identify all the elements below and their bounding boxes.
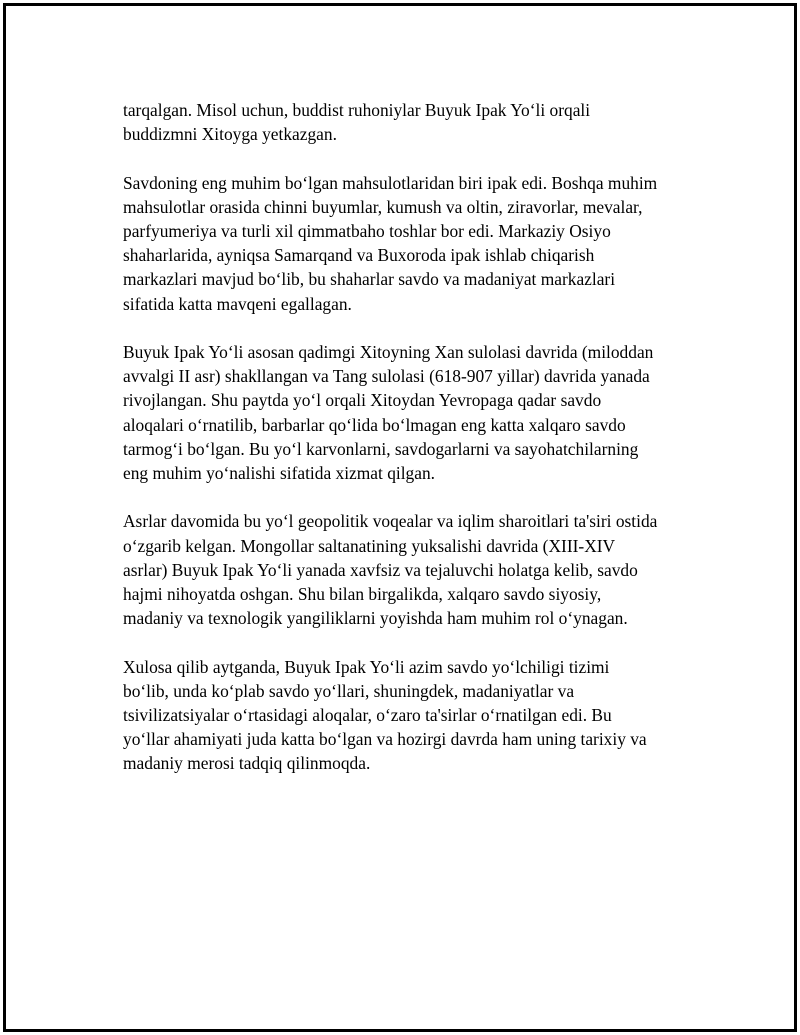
text-line: tsivilizatsiyalar o‘rtasidagi aloqalar, o‘zaro ta'sirlar o‘rnatilgan edi. Bu [123,705,612,726]
text-line: madaniy merosi tadqiq qilinmoqda. [123,753,371,774]
text-line: Savdoning eng muhim bo‘lgan mahsulotlaridan biri ipak edi. Boshqa muhim [123,172,658,193]
text-line: markazlari mavjud bo‘lib, bu shaharlar savdo va madaniyat markazlari [123,269,616,290]
text-line: yo‘llar ahamiyati juda katta bo‘lgan va hozirgi davrda ham uning tarixiy va [123,729,647,750]
text-line: hajmi nihoyatda oshgan. Shu bilan birgalikda, xalqaro savdo siyosiy, [123,584,602,605]
paragraph-1 [123,98,703,146]
text-line: aloqalari o‘rnatilib, barbarlar qo‘lida bo‘lmagan eng katta xalqaro savdo [123,414,626,435]
text-line: rivojlangan. Shu paytda yo‘l orqali Xitoydan Yevropaga qadar savdo [123,390,602,411]
text-line: mahsulotlar orasida chinni buyumlar, kumush va oltin, ziravorlar, mevalar, [123,196,643,217]
document-body [123,98,703,800]
text-line: buddizmni Xitoyga yetkazgan. [123,124,337,145]
text-line: eng muhim yo‘nalishi sifatida xizmat qilgan. [123,463,436,484]
text-line: bo‘lib, unda ko‘plab savdo yo‘llari, shuningdek, madaniyatlar va [123,680,575,701]
paragraph-2 [123,171,703,316]
text-line: asrlar) Buyuk Ipak Yo‘li yanada xavfsiz va tejaluvchi holatga kelib, savdo [123,559,638,580]
text-line: shaharlarida, ayniqsa Samarqand va Buxoroda ipak ishlab chiqarish [123,245,595,266]
text-line: Buyuk Ipak Yo‘li asosan qadimgi Xitoyning Xan sulolasi davrida (miloddan [123,342,654,362]
paragraph-3 [123,340,703,485]
text-line: Xulosa qilib aytganda, Buyuk Ipak Yo‘li azim savdo yo‘lchiligi tizimi [123,656,610,677]
text-line: sifatida katta mavqeni egallagan. [123,293,352,314]
text-line: parfyumeriya va turli xil qimmatbaho toshlar bor edi. Markaziy Osiyo [123,221,611,241]
text-line: tarqalgan. Misol uchun, buddist ruhoniylar Buyuk Ipak Yo‘li orqali [123,100,591,120]
paragraph-4 [123,509,703,630]
text-line: o‘zgarib kelgan. Mongollar saltanatining yuksalishi davrida (XIII-XIV [123,535,616,556]
page-frame [3,3,797,1032]
text-line: Asrlar davomida bu yo‘l geopolitik voqealar va iqlim sharoitlari ta'siri ostida [123,511,658,532]
text-line: tarmog‘i bo‘lgan. Bu yo‘l karvonlarni, savdogarlarni va sayohatchilarning [123,438,639,459]
paragraph-5 [123,655,703,776]
text-line: avvalgi II asr) shakllangan va Tang sulolasi (618-907 yillar) davrida yanada [123,366,650,387]
text-line: madaniy va texnologik yangiliklarni yoyishda ham muhim rol o‘ynagan. [123,608,628,629]
